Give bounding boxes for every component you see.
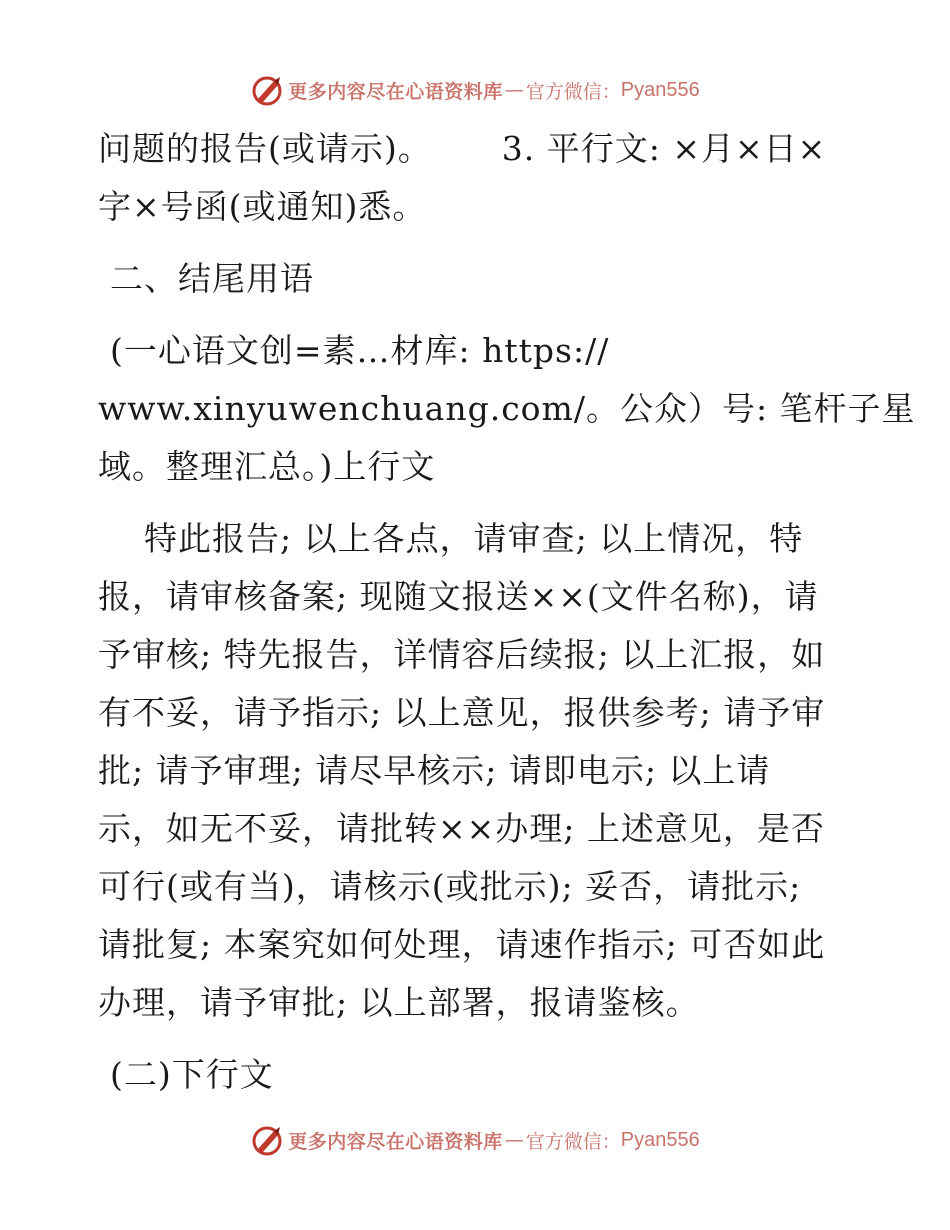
pen-logo-icon bbox=[250, 1123, 284, 1157]
text-line: (一心语文创=素…材库: https:// bbox=[110, 331, 610, 370]
text-line: 字×号函(或通知)悉。 bbox=[98, 187, 427, 226]
banner-dash: — bbox=[504, 79, 524, 101]
wechat-label: 官方微信： bbox=[525, 80, 621, 103]
text-segment: 3. 平行文: ×月×日× bbox=[501, 129, 827, 168]
section-heading: 二、结尾用语 bbox=[110, 259, 314, 298]
text-line: 可行(或有当)，请核示(或批示); 妥否，请批示; bbox=[98, 867, 802, 906]
text-line: 示，如无不妥，请批转××办理; 上述意见，是否 bbox=[98, 809, 825, 848]
text-segment: 问题的报告(或请示)。 bbox=[98, 129, 432, 168]
text-line: 予审核; 特先报告，详情容后续报; 以上汇报，如 bbox=[98, 635, 826, 674]
document-body bbox=[98, 120, 916, 1104]
brand-text: 更多内容尽在心语资料库 bbox=[288, 1130, 503, 1153]
text-line: 批; 请予审理; 请尽早核示; 请即电示; 以上请 bbox=[98, 751, 771, 790]
wechat-handle: Pyan556 bbox=[620, 1128, 700, 1151]
wechat-label: 官方微信： bbox=[525, 1130, 621, 1153]
text-line: www.xinyuwenchuang.com/。公众）号: 笔杆子星 bbox=[98, 389, 916, 428]
brand-text: 更多内容尽在心语资料库 bbox=[288, 80, 503, 103]
header-watermark-banner bbox=[0, 70, 950, 110]
text-line: 域。整理汇总。)上行文 bbox=[98, 447, 436, 486]
banner-dash: — bbox=[504, 1129, 524, 1151]
text-line bbox=[98, 120, 858, 178]
footer-watermark-banner bbox=[0, 1120, 950, 1160]
text-line: 办理，请予审批; 以上部署，报请鉴核。 bbox=[98, 983, 700, 1022]
text-line: 报，请审核备案; 现随文报送××(文件名称)，请 bbox=[98, 577, 819, 616]
section-heading: (二)下行文 bbox=[110, 1055, 274, 1094]
wechat-handle: Pyan556 bbox=[620, 78, 700, 101]
text-line: 特此报告; 以上各点，请审查; 以上情况，特 bbox=[144, 519, 804, 558]
pen-logo-icon bbox=[250, 73, 284, 107]
text-line: 请批复; 本案究如何处理，请速作指示; 可否如此 bbox=[98, 925, 826, 964]
text-line: 有不妥，请予指示; 以上意见，报供参考; 请予审 bbox=[98, 693, 826, 732]
